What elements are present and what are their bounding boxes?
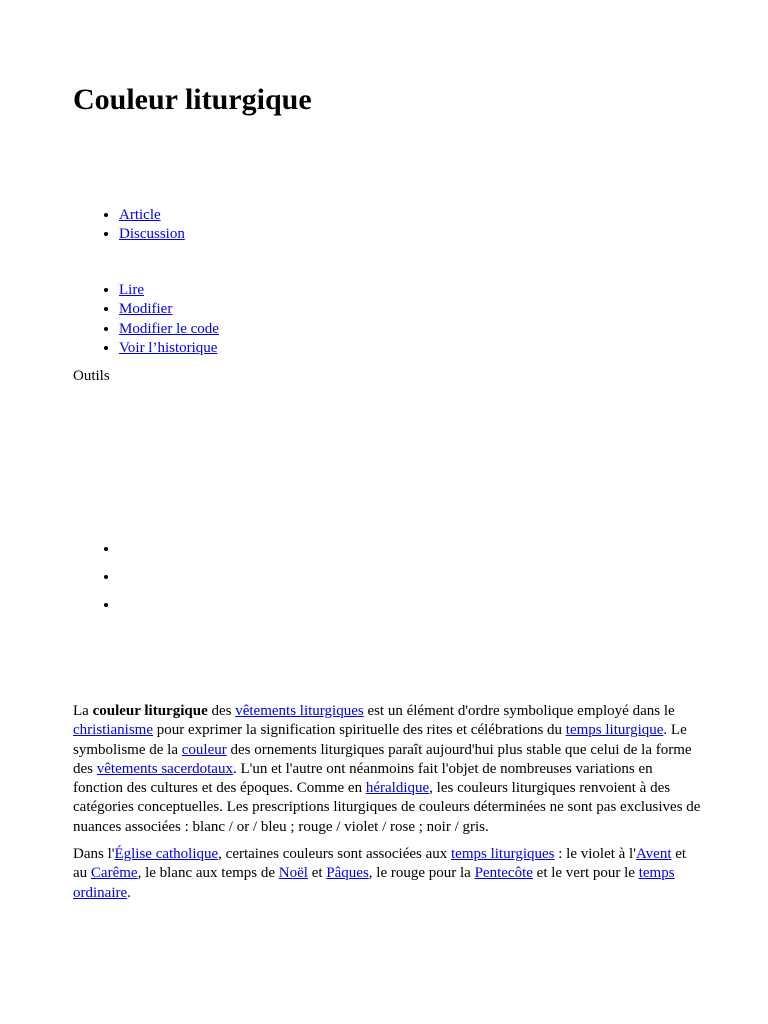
link-paques[interactable]: Pâques — [326, 865, 369, 882]
link-avent[interactable]: Avent — [635, 846, 672, 863]
link-eglise-catholique[interactable]: Église catholique — [114, 846, 219, 863]
text-segment: . — [127, 884, 131, 901]
edit-link[interactable]: Modifier — [119, 301, 173, 318]
history-link[interactable]: Voir l’historique — [119, 339, 218, 356]
empty-list — [73, 535, 119, 619]
text-segment: . Le symbolisme de la — [73, 722, 687, 758]
text-segment: , certaines couleurs sont associées aux — [218, 846, 452, 863]
link-couleur[interactable]: couleur — [181, 741, 227, 758]
text-segment: , les couleurs liturgiques renvoient à des catégories conceptuelles. Les prescriptions liturgiques de couleurs déterminées ne sont pas exclusives de nuances associées : blanc / or / bleu ; rouge / violet / rose ; noir / gris. — [73, 780, 701, 835]
link-heraldique[interactable]: héraldique — [365, 780, 430, 797]
tab-article — [119, 206, 185, 225]
tools-menu-label[interactable]: Outils — [73, 368, 110, 384]
edit-source-link[interactable]: Modifier le code — [119, 320, 219, 337]
link-noel[interactable]: Noël — [278, 865, 308, 882]
link-christianisme[interactable]: christianisme — [73, 722, 153, 739]
view-read — [119, 281, 219, 300]
text-segment: , le rouge pour la — [368, 865, 475, 882]
text-segment: La — [73, 703, 93, 719]
text-segment: : le violet à l' — [554, 846, 636, 863]
text-segment: , le blanc aux temps de — [137, 865, 279, 882]
text-segment: des ornements liturgiques paraît aujourd'hui plus stable que celui de la forme des — [73, 741, 692, 777]
text-segment: pour exprimer la signification spirituelle des rites et célébrations du — [152, 722, 566, 739]
text-segment: . L'un et l'autre ont néanmoins fait l'objet de nombreuses variations en fonction des cultures et des époques. Comme en — [73, 760, 653, 797]
namespace-tabs — [73, 206, 185, 245]
tab-discussion-link[interactable]: Discussion — [119, 226, 185, 243]
link-vetements-sacerdotaux[interactable]: vêtements sacerdotaux — [96, 760, 233, 777]
tab-article-link[interactable]: Article — [119, 207, 161, 223]
text-segment: est un élément d'ordre symbolique employé dans le — [363, 703, 675, 719]
read-link[interactable]: Lire — [119, 282, 144, 298]
text-segment: et le vert pour le — [532, 865, 639, 882]
link-temps-liturgique[interactable]: temps liturgique — [565, 722, 664, 739]
link-vetements-liturgiques[interactable]: vêtements liturgiques — [235, 703, 364, 719]
link-temps-ordinaire[interactable]: temps ordinaire — [73, 865, 675, 901]
link-temps-liturgiques[interactable]: temps liturgiques — [451, 846, 555, 863]
page-title: Couleur liturgique — [73, 83, 312, 116]
article-body — [73, 702, 703, 911]
text-segment: et au — [73, 846, 687, 882]
term-bold: couleur liturgique — [92, 703, 208, 719]
link-careme[interactable]: Carême — [90, 865, 138, 882]
view-edit-source — [119, 320, 219, 339]
link-pentecote[interactable]: Pentecôte — [474, 865, 533, 882]
intro-paragraph — [73, 702, 703, 837]
view-actions — [73, 281, 219, 358]
view-edit — [119, 300, 219, 319]
tab-discussion — [119, 225, 185, 244]
text-segment: des — [207, 703, 236, 719]
view-history — [119, 339, 219, 358]
text-segment: et — [307, 865, 327, 882]
catholic-paragraph — [73, 845, 703, 903]
text-segment: Dans l' — [73, 846, 115, 863]
